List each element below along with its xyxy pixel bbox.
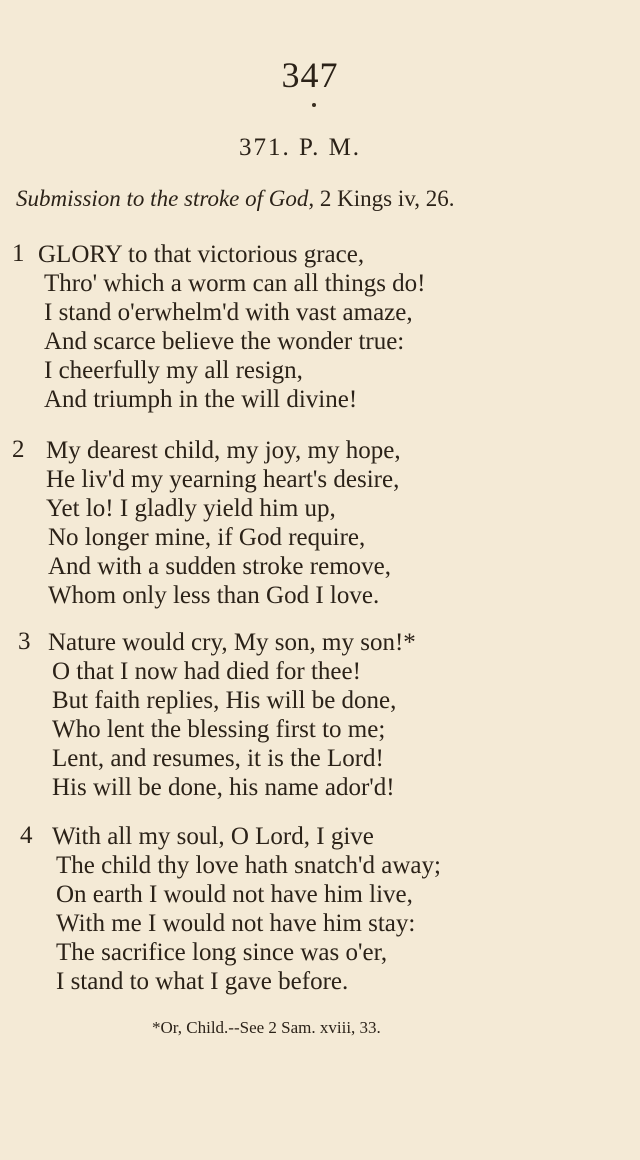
stanza-line: His will be done, his name ador'd! [52,774,395,801]
stanza-1 [0,240,620,414]
stanza-line: Nature would cry, My son, my son!* [48,629,416,656]
stanza-4 [0,822,620,996]
stanza-line: Who lent the blessing first to me; [52,716,386,743]
stanza-line: And triumph in the will divine! [44,386,358,413]
stanza-line: On earth I would not have him live, [56,881,413,908]
stanza-2 [0,436,620,610]
page-number: 347 [281,55,339,95]
stanza-line: Lent, and resumes, it is the Lord! [52,745,384,772]
stanza-number: 3 [18,628,31,655]
stanza-line: Yet lo! I gladly yield him up, [46,495,336,522]
stanza-line: Whom only less than God I love. [48,582,380,609]
stanza-line: Thro' which a worm can all things do! [44,270,426,297]
stanza-number: 1 [12,240,25,267]
stanza-line: My dearest child, my joy, my hope, [46,437,401,464]
stanza-line: The sacrifice long since was o'er, [56,939,388,966]
stanza-number: 2 [12,436,25,463]
hymn-heading: 371. P. M. [238,134,362,161]
stanza-line: I stand o'erwhelm'd with vast amaze, [44,299,413,326]
stanza-line: With me I would not have him stay: [56,910,416,937]
stanza-line: No longer mine, if God require, [48,524,366,551]
footnote: *Or, Child.--See 2 Sam. xviii, 33. [152,1018,381,1037]
ornament-dot [312,103,316,107]
stanza-line: O that I now had died for thee! [52,658,361,685]
stanza-line: He liv'd my yearning heart's desire, [46,466,400,493]
subtitle-reference: 2 Kings iv, 26. [319,186,455,211]
stanza-line: I stand to what I gave before. [56,968,349,995]
stanza-line: But faith replies, His will be done, [52,687,397,714]
hymn-subtitle [16,186,455,212]
stanza-line: With all my soul, O Lord, I give [52,823,374,850]
subtitle-text: Submission to the stroke of God, [16,186,315,211]
stanza-line: GLORY to that victorious grace, [38,241,365,268]
stanza-3 [0,628,620,802]
stanza-line: And with a sudden stroke remove, [48,553,391,580]
stanza-line: And scarce believe the wonder true: [44,328,405,355]
stanza-line: The child thy love hath snatch'd away; [56,852,441,879]
stanza-line: I cheerfully my all resign, [44,357,303,384]
stanza-number: 4 [20,822,33,849]
